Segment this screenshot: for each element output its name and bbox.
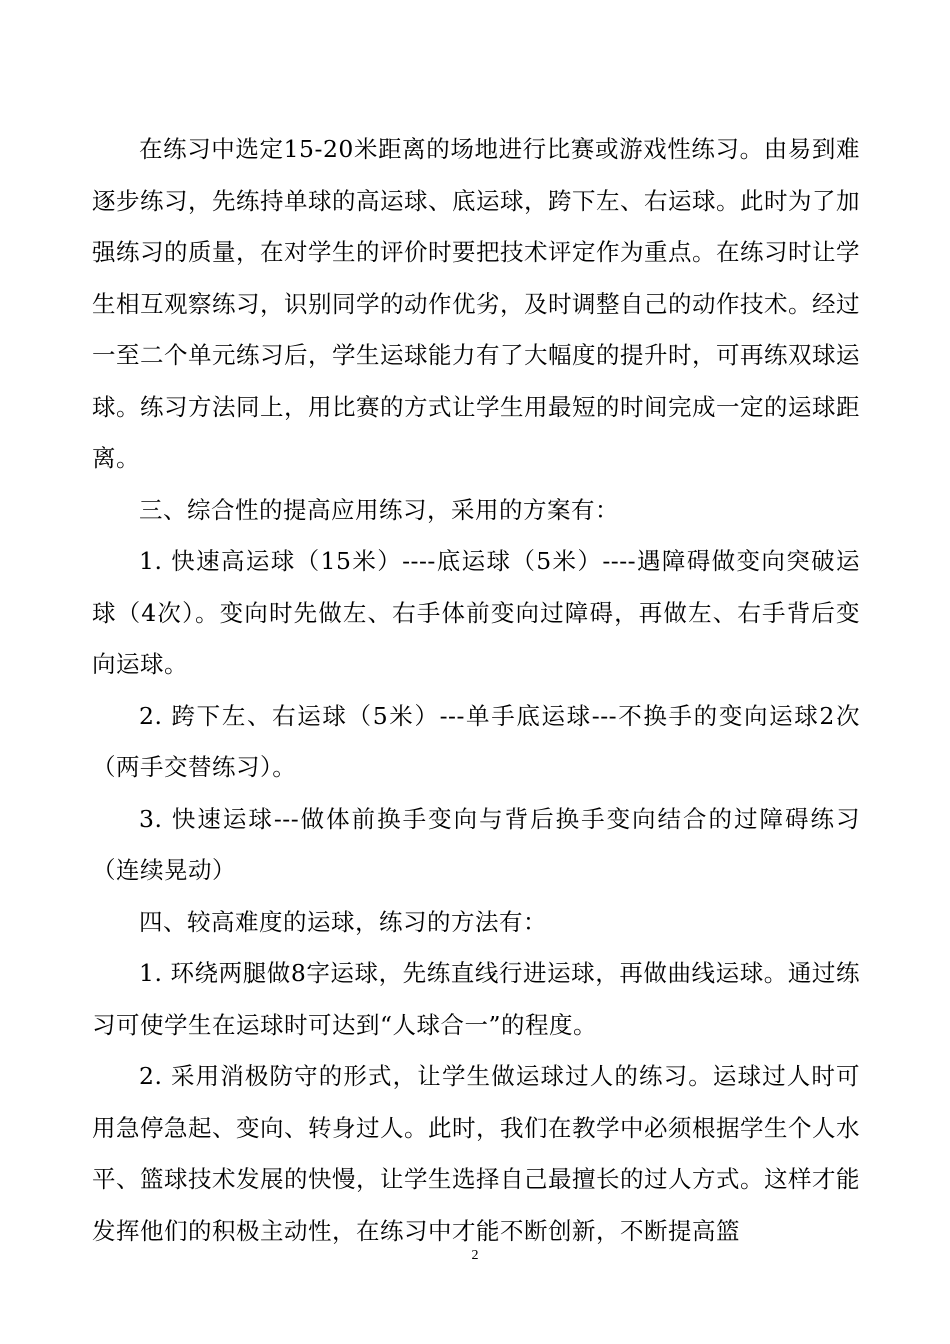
list-item-3-3: 3. 快速运球---做体前换手变向与背后换手变向结合的过障碍练习（连续晃动） [92, 804, 860, 884]
page-body [92, 124, 860, 1257]
section-heading-4: 四、较高难度的运球，练习的方法有： [139, 907, 547, 936]
page-number: 2 [471, 1248, 479, 1263]
list-item-3-2: 2. 跨下左、右运球（5米）---单手底运球---不换手的变向运球2次（两手交替练习）。 [92, 701, 860, 781]
section-heading-3: 三、综合性的提高应用练习，采用的方案有： [139, 495, 619, 524]
list-item-4-2: 2. 采用消极防守的形式，让学生做运球过人的练习。运球过人时可用急停急起、变向、转身过人。此时，我们在教学中必须根据学生个人水平、篮球技术发展的快慢，让学生选择自己最擅长的过人方式。这样才能发挥他们的积极主动性，在练习中才能不断创新，不断提高篮 [92, 1062, 860, 1245]
list-item-4-1: 1. 环绕两腿做8字运球，先练直线行进运球，再做曲线运球。通过练习可使学生在运球时可达到“人球合一”的程度。 [92, 959, 860, 1039]
paragraph-1: 在练习中选定15-20米距离的场地进行比赛或游戏性练习。由易到难逐步练习，先练持单球的高运球、底运球，跨下左、右运球。此时为了加强练习的质量，在对学生的评价时要把技术评定作为重点。在练习时让学生相互观察练习，识别同学的动作优劣，及时调整自己的动作技术。经过一至二个单元练习后，学生运球能力有了大幅度的提升时，可再练双球运球。练习方法同上，用比赛的方式让学生用最短的时间完成一定的运球距离。 [92, 135, 860, 472]
list-item-3-1: 1. 快速高运球（15米）----底运球（5米）----遇障碍做变向突破运球（4次）。变向时先做左、右手体前变向过障碍，再做左、右手背后变向运球。 [92, 547, 860, 678]
